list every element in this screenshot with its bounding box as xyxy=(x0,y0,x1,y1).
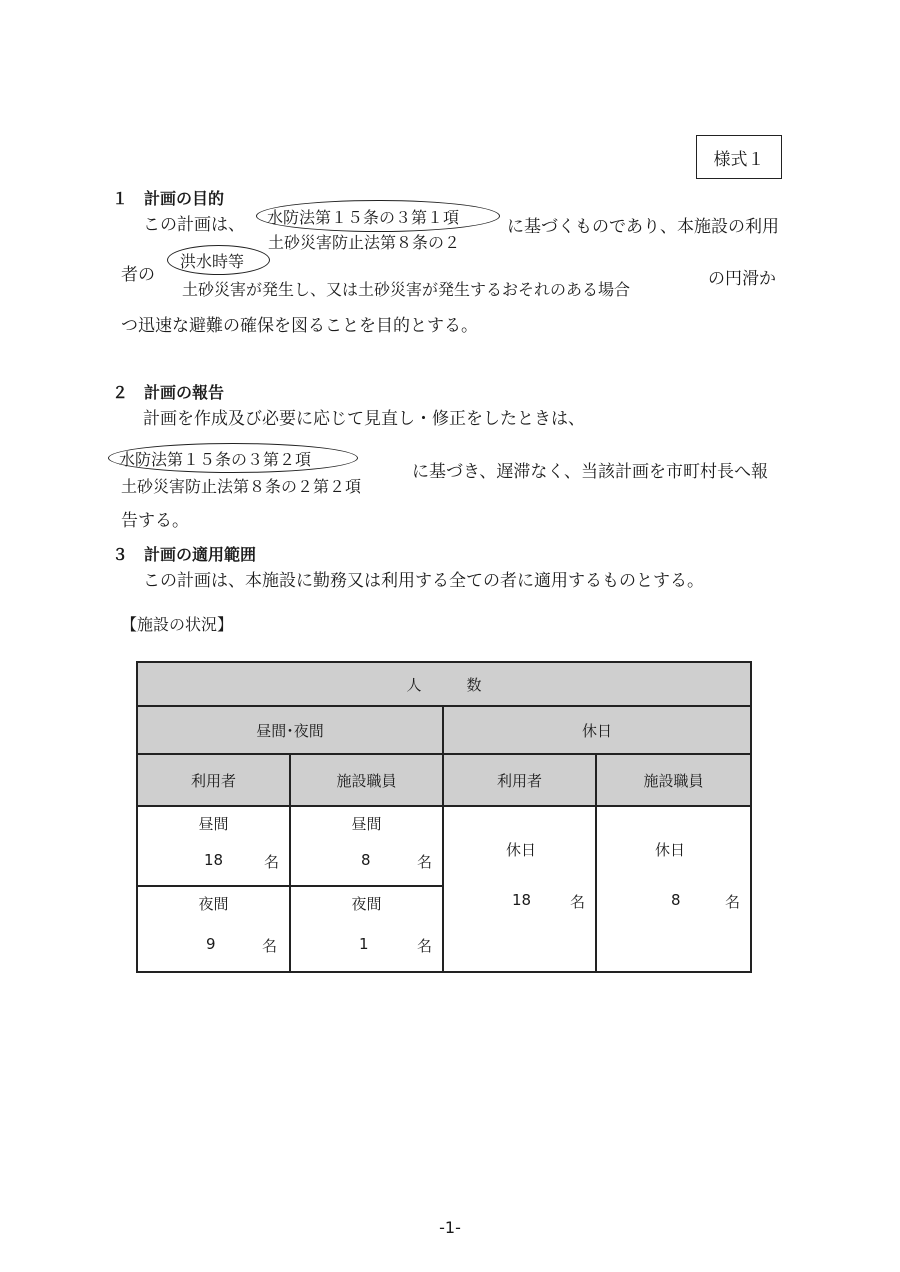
holiday-label: 休日 xyxy=(506,841,537,859)
section2-line1: 計画を作成及び必要に応じて見直し・修正をしたときは、 xyxy=(143,409,585,429)
header-day-night: 昼間･夜間 xyxy=(137,706,443,754)
section1-line2-prefix: 者の xyxy=(121,265,155,285)
section1-line3: つ迅速な避難の確保を図ることを目的とする。 xyxy=(121,316,478,336)
section2-law-circled: 水防法第１５条の３第２項 xyxy=(119,450,312,469)
section1-line2-suffix: の円滑か xyxy=(708,269,776,289)
users-holiday-count: 18 xyxy=(512,891,532,909)
unit-label: 名 xyxy=(417,853,433,871)
header-holiday: 休日 xyxy=(443,706,751,754)
night-label: 夜間 xyxy=(198,895,229,913)
section1-law-alt: 土砂災害防止法第８条の２ xyxy=(268,233,461,252)
section1-heading: １ 計画の目的 xyxy=(112,189,225,208)
night-label: 夜間 xyxy=(351,895,382,913)
cell-users-holiday xyxy=(443,806,596,972)
section2-line3: 告する。 xyxy=(121,511,189,531)
header-users: 利用者 xyxy=(137,754,290,806)
section1-event-alt: 土砂災害が発生し、又は土砂災害が発生するおそれのある場合 xyxy=(182,280,631,299)
staff-night-count: 1 xyxy=(359,935,369,953)
section2-heading: ２ 計画の報告 xyxy=(112,383,225,402)
section1-line1-suffix: に基づくものであり、本施設の利用 xyxy=(507,217,779,237)
unit-label: 名 xyxy=(264,853,280,871)
facility-title: 【施設の状況】 xyxy=(121,615,234,634)
day-label: 昼間 xyxy=(351,815,382,833)
form-label: 様式１ xyxy=(696,135,782,179)
page-number: -1- xyxy=(439,1218,461,1237)
cell-staff-holiday xyxy=(596,806,751,972)
cell-users-night xyxy=(137,886,290,972)
cell-users-day xyxy=(137,806,290,886)
unit-label: 名 xyxy=(570,893,586,911)
section1-event-circled: 洪水時等 xyxy=(180,252,245,271)
staff-holiday-count: 8 xyxy=(671,891,681,909)
section1-line1-prefix: この計画は、 xyxy=(143,215,245,235)
header-total-people: 人 数 xyxy=(137,662,751,706)
header-staff: 施設職員 xyxy=(290,754,443,806)
header-holiday-staff: 施設職員 xyxy=(596,754,751,806)
section3-heading: ３ 計画の適用範囲 xyxy=(112,545,257,564)
section2-line2-suffix: に基づき、遅滞なく、当該計画を市町村長へ報 xyxy=(412,462,768,482)
holiday-label: 休日 xyxy=(655,841,686,859)
unit-label: 名 xyxy=(417,937,433,955)
unit-label: 名 xyxy=(725,893,741,911)
cell-staff-day xyxy=(290,806,443,886)
users-night-count: 9 xyxy=(206,935,216,953)
section3-line1: この計画は、本施設に勤務又は利用する全ての者に適用するものとする。 xyxy=(143,571,704,591)
users-day-count: 18 xyxy=(204,851,224,869)
staff-day-count: 8 xyxy=(361,851,371,869)
cell-staff-night xyxy=(290,886,443,972)
day-label: 昼間 xyxy=(198,815,229,833)
header-holiday-users: 利用者 xyxy=(443,754,596,806)
facility-table xyxy=(136,661,752,973)
section2-law-alt: 土砂災害防止法第８条の２第２項 xyxy=(121,477,362,496)
section1-law-circled: 水防法第１５条の３第１項 xyxy=(267,208,460,227)
unit-label: 名 xyxy=(262,937,278,955)
